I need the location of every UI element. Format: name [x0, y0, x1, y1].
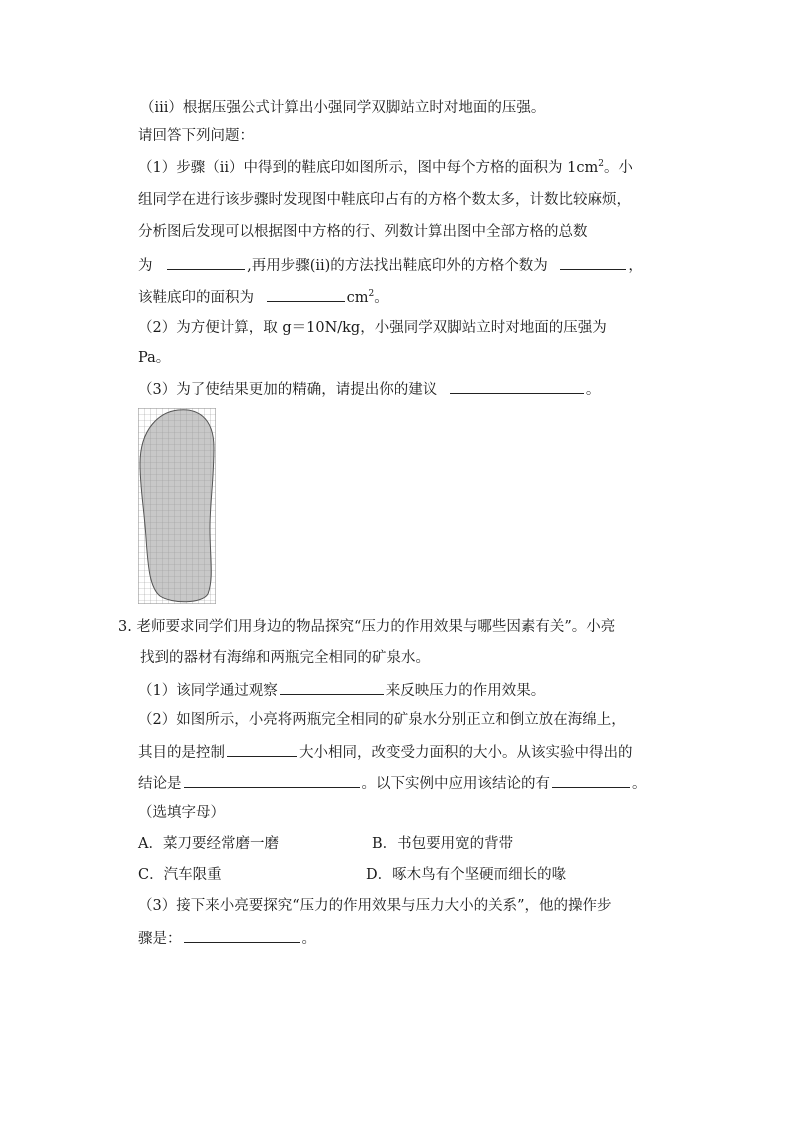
q3-p2-line2-b: 大小相同，改变受力面积的大小。从该实验中得出的: [299, 745, 633, 761]
q3-p1-a: （1）该同学通过观察: [138, 683, 278, 699]
p1-line1: [138, 158, 633, 178]
q3-p3-line2: [138, 927, 316, 949]
observe-blank[interactable]: [280, 679, 384, 695]
p1-line4-b: ,再用步骤(ⅱ)的方法找出鞋底印外的方格个数为: [247, 258, 548, 274]
q3-p2-line2-a: 其目的是控制: [138, 745, 225, 761]
q3-p3-line2-a: 骤是：: [138, 931, 182, 947]
step-iii-text: （ⅲ）根据压强公式计算出小强同学双脚站立时对地面的压强。: [140, 100, 546, 116]
q3-stem-line2: 找到的器材有海绵和两瓶完全相同的矿泉水。: [140, 650, 430, 666]
q3-p2-line3-a: 结论是: [138, 776, 182, 792]
p1-line5-sup: 2: [368, 289, 375, 300]
p1-line3: 分析图后发现可以根据图中方格的行、列数计算出图中全部方格的总数: [138, 224, 588, 240]
p2-line1: （2）为方便计算，取 g＝10N/kg，小强同学双脚站立时对地面的压强为: [138, 320, 607, 336]
shoe-print-figure: [138, 408, 216, 604]
prompt-text: 请回答下列问题：: [138, 128, 254, 144]
p1-line1-text: （1）步骤（ⅱ）中得到的鞋底印如图所示，图中每个方格的面积为 1cm: [138, 160, 599, 176]
q3-p2-line1: （2）如图所示，小亮将两瓶完全相同的矿泉水分别正立和倒立放在海绵上，: [138, 712, 626, 728]
q3-p2-line3-b: 。以下实例中应用该结论的有: [361, 776, 550, 792]
outside-squares-blank[interactable]: [560, 254, 626, 270]
p3-line1-end: 。: [585, 382, 601, 398]
option-c[interactable]: C．汽车限重: [138, 867, 222, 883]
q3-p2-line4: （选填字母）: [138, 805, 225, 821]
p1-line4-c: ，: [628, 258, 643, 274]
conclusion-blank[interactable]: [184, 772, 360, 788]
q3-p3-line1: （3）接下来小亮要探究“压力的作用效果与压力大小的关系”，他的操作步: [138, 898, 612, 914]
q3-p2-line3: [138, 772, 647, 794]
q3-number: 3.: [118, 619, 132, 635]
p1-line5-end: 。: [374, 290, 389, 306]
option-a[interactable]: A．菜刀要经常磨一磨: [138, 836, 279, 852]
p2-line2: Pa。: [138, 350, 171, 366]
q3-p1-b: 来反映压力的作用效果。: [385, 683, 546, 699]
p1-line4: [138, 254, 643, 276]
p3-line1-a: （3）为了使结果更加的精确，请提出你的建议: [138, 382, 438, 398]
p1-line5-a: 该鞋底印的面积为: [138, 290, 254, 306]
total-squares-blank[interactable]: [167, 254, 245, 270]
q3-p2-line3-c: 。: [632, 776, 647, 792]
option-b[interactable]: B．书包要用宽的背带: [372, 836, 514, 852]
p3-line1: [138, 378, 600, 400]
suggestion-blank[interactable]: [450, 378, 584, 394]
shoe-area-blank[interactable]: [267, 286, 345, 302]
procedure-blank[interactable]: [184, 927, 300, 943]
option-d[interactable]: D．啄木鸟有个坚硬而细长的喙: [366, 867, 567, 883]
control-variable-blank[interactable]: [227, 741, 297, 757]
p1-line2: 组同学在进行该步骤时发现图中鞋底印占有的方格个数太多，计数比较麻烦，: [138, 192, 631, 208]
q3-stem-line1: 老师要求同学们用身边的物品探究“压力的作用效果与哪些因素有关”。小亮: [136, 619, 616, 635]
q3-p3-line2-end: 。: [301, 931, 316, 947]
p1-line5-unit: cm: [346, 290, 369, 306]
p1-line1-sup: 2: [598, 159, 604, 170]
p1-line4-a: 为: [138, 258, 153, 274]
p1-line5: [138, 286, 389, 308]
p1-line1-end: 。小: [603, 160, 633, 176]
q3-line1: [118, 617, 615, 637]
q3-p2-line2: [138, 741, 633, 763]
examples-blank[interactable]: [552, 772, 630, 788]
q3-p1: [138, 679, 545, 701]
